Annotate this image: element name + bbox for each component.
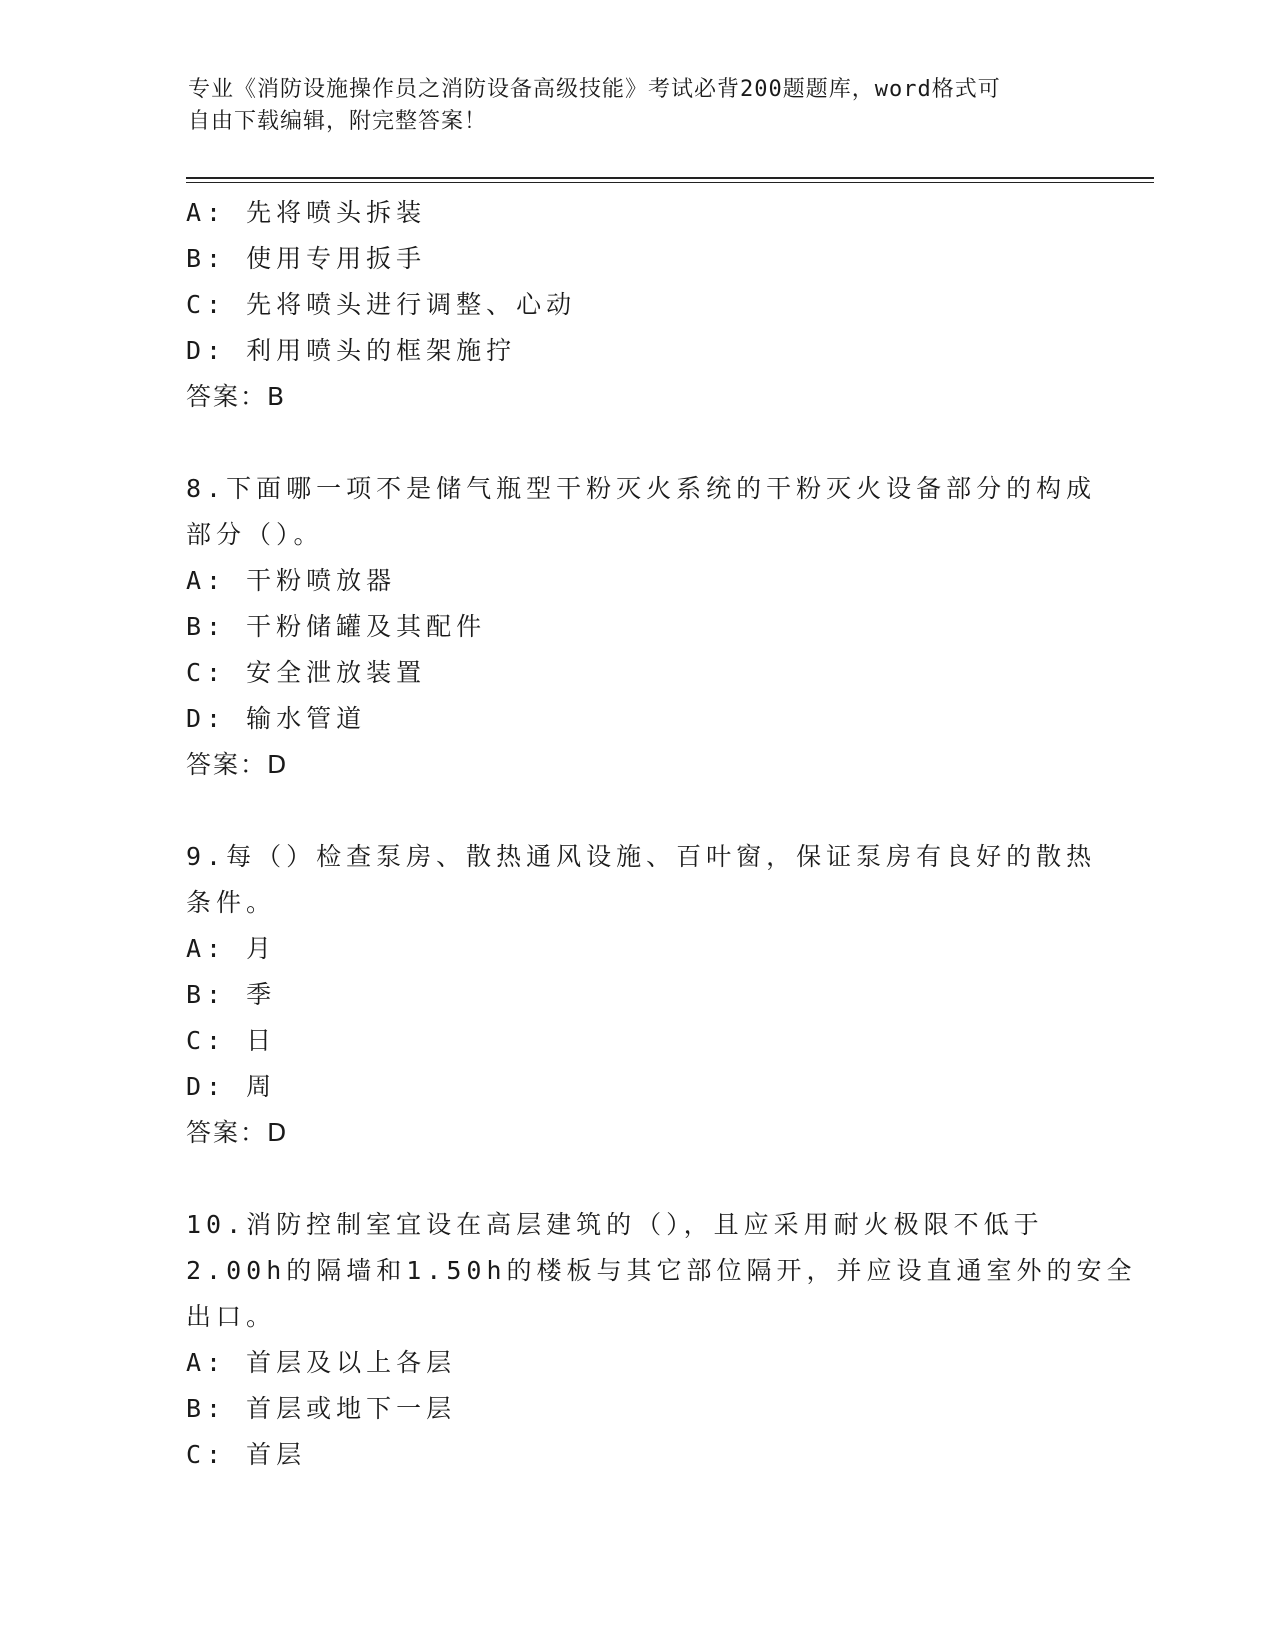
option-d: D: 利用喷头的框架施拧 bbox=[186, 336, 517, 365]
option-a: A: 干粉喷放器 bbox=[186, 566, 397, 595]
option-b: B: 干粉储罐及其配件 bbox=[186, 612, 487, 641]
question-7 bbox=[186, 190, 1086, 420]
option-a: A: 月 bbox=[186, 934, 277, 963]
question-stem-line-1: 9.每（）检查泵房、散热通风设施、百叶窗，保证泵房有良好的散热 bbox=[186, 842, 1097, 871]
answer-line: 答案：B bbox=[186, 382, 287, 411]
option-a: A: 先将喷头拆装 bbox=[186, 198, 427, 227]
option-b: B: 首层或地下一层 bbox=[186, 1394, 457, 1423]
option-d: D: 输水管道 bbox=[186, 704, 367, 733]
question-8 bbox=[186, 466, 1097, 788]
header-line-1: 专业《消防设施操作员之消防设备高级技能》考试必背200题题库，word格式可 bbox=[188, 77, 1001, 102]
document-header bbox=[188, 74, 1068, 138]
header-divider bbox=[186, 177, 1154, 183]
question-9 bbox=[186, 834, 1097, 1156]
question-stem-line-2: 2.00h的隔墙和1.50h的楼板与其它部位隔开，并应设直通室外的安全 bbox=[186, 1256, 1137, 1285]
question-list bbox=[186, 190, 1137, 1478]
option-b: B: 使用专用扳手 bbox=[186, 244, 427, 273]
question-stem-line-1: 8.下面哪一项不是储气瓶型干粉灭火系统的干粉灭火设备部分的构成 bbox=[186, 474, 1097, 503]
question-stem-line-2: 条件。 bbox=[186, 888, 277, 917]
option-c: C: 先将喷头进行调整、心动 bbox=[186, 290, 577, 319]
option-a: A: 首层及以上各层 bbox=[186, 1348, 457, 1377]
option-c: C: 首层 bbox=[186, 1440, 307, 1469]
option-c: C: 安全泄放装置 bbox=[186, 658, 427, 687]
option-c: C: 日 bbox=[186, 1026, 277, 1055]
question-stem-line-1: 10.消防控制室宜设在高层建筑的（），且应采用耐火极限不低于 bbox=[186, 1210, 1044, 1239]
question-stem-line-3: 出口。 bbox=[186, 1302, 277, 1331]
option-b: B: 季 bbox=[186, 980, 277, 1009]
question-10 bbox=[186, 1202, 1137, 1478]
question-stem-line-2: 部分（）。 bbox=[186, 520, 324, 549]
header-line-2: 自由下载编辑，附完整答案！ bbox=[188, 109, 488, 134]
option-d: D: 周 bbox=[186, 1072, 277, 1101]
answer-line: 答案：D bbox=[186, 1118, 289, 1147]
answer-line: 答案：D bbox=[186, 750, 289, 779]
